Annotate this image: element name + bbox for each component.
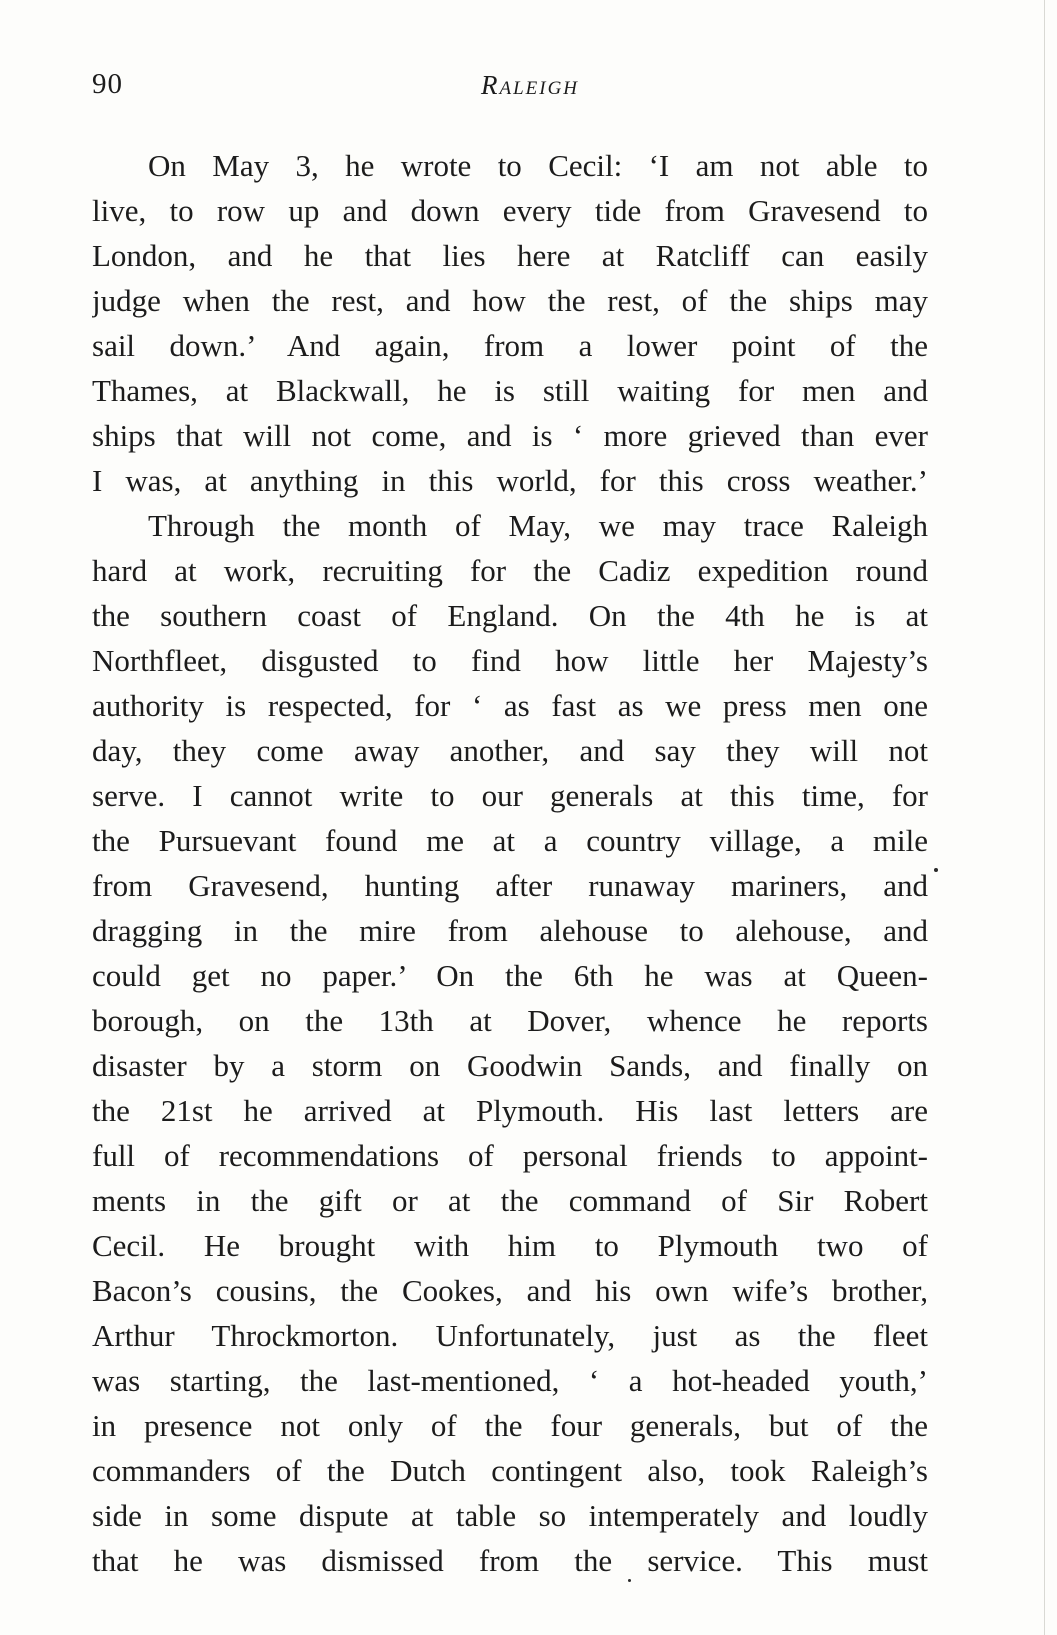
text-line: Thames, at Blackwall, he is still waiting for men and: [92, 373, 928, 408]
text-line: borough, on the 13th at Dover, whence he reports: [92, 1003, 928, 1038]
text-line: authority is respected, for ‘ as fast as we press men one: [92, 688, 928, 723]
text-line: judge when the rest, and how the rest, of the ships may: [92, 283, 928, 318]
text-line: Cecil. He brought with him to Plymouth two of: [92, 1228, 928, 1263]
text-line: the Pursuevant found me at a country village, a mile: [92, 823, 928, 858]
text-line: could get no paper.’ On the 6th he was at Queen-: [92, 958, 928, 993]
ink-speck: [628, 1579, 631, 1582]
text-line: in presence not only of the four generals, but of the: [92, 1408, 928, 1443]
text-line: from Gravesend, hunting after runaway mariners, and: [92, 868, 928, 903]
text-line: sail down.’ And again, from a lower point of the: [92, 328, 928, 363]
text-line: ments in the gift or at the command of Sir Robert: [92, 1183, 928, 1218]
text-line: London, and he that lies here at Ratcliff can easily: [92, 238, 928, 273]
text-line: dragging in the mire from alehouse to alehouse, and: [92, 913, 928, 948]
page-edge-line: [1044, 0, 1045, 1635]
body-text: [92, 143, 928, 1583]
text-line: serve. I cannot write to our generals at this time, for: [92, 778, 928, 813]
text-line: side in some dispute at table so intemperately and loudly: [92, 1498, 928, 1533]
text-line: Through the month of May, we may trace Raleigh: [148, 508, 928, 543]
running-title: Raleigh: [480, 70, 580, 100]
text-line: was starting, the last-mentioned, ‘ a hot-headed youth,’: [92, 1363, 928, 1398]
text-line: On May 3, he wrote to Cecil: ‘I am not able to: [148, 148, 928, 183]
text-line: that he was dismissed from the service. This must: [92, 1543, 928, 1578]
text-line: disaster by a storm on Goodwin Sands, and finally on: [92, 1048, 928, 1083]
text-line: live, to row up and down every tide from Gravesend to: [92, 193, 928, 228]
text-line: Northfleet, disgusted to find how little her Majesty’s: [92, 643, 928, 678]
text-line: ships that will not come, and is ‘ more grieved than ever: [92, 418, 928, 453]
text-line: hard at work, recruiting for the Cadiz expedition round: [92, 553, 928, 588]
text-line: the southern coast of England. On the 4th he is at: [92, 598, 928, 633]
page-header: [92, 68, 928, 108]
text-line: Bacon’s cousins, the Cookes, and his own wife’s brother,: [92, 1273, 928, 1308]
text-line: commanders of the Dutch contingent also, took Raleigh’s: [92, 1453, 928, 1488]
text-line: full of recommendations of personal friends to appoint-: [92, 1138, 928, 1173]
page-number: 90: [92, 68, 123, 100]
text-line: the 21st he arrived at Plymouth. His last letters are: [92, 1093, 928, 1128]
text-line: Arthur Throckmorton. Unfortunately, just as the fleet: [92, 1318, 928, 1353]
text-line: day, they come away another, and say they will not: [92, 733, 928, 768]
ink-speck: [934, 868, 938, 872]
text-line: I was, at anything in this world, for this cross weather.’: [92, 463, 928, 498]
